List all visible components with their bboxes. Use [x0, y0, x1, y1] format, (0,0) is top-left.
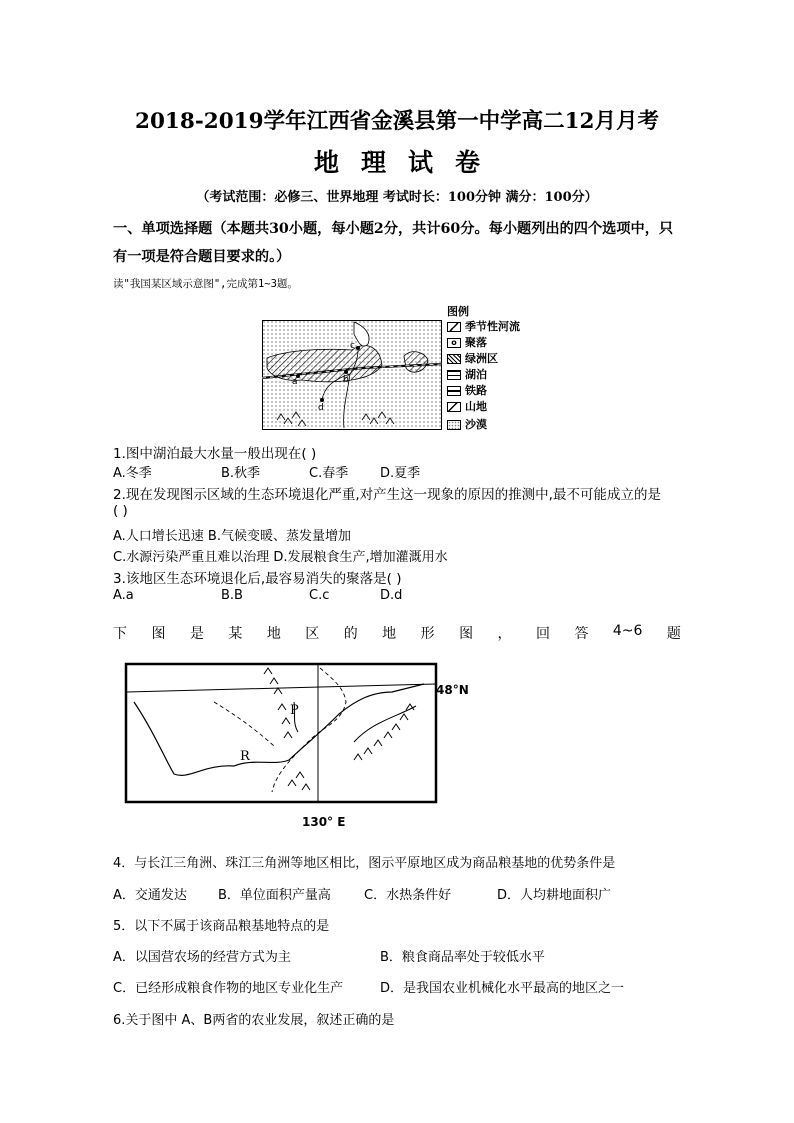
exam-subject: 地理试卷	[313, 148, 502, 177]
desert-icon	[447, 420, 461, 430]
legend-settlement: o 聚落	[447, 334, 487, 350]
map2-label-r: R	[240, 749, 250, 764]
read-instruction: 读"我国某区域示意图",完成第1~3题。	[113, 278, 298, 290]
legend-railway: 铁路	[447, 382, 487, 398]
exam-scope: （考试范围：必修三、世界地理 考试时长：100分钟 满分：100分）	[196, 190, 598, 205]
q4-option-b: B．单位面积产量高	[218, 888, 331, 903]
q2-options-line2: C.水源污染严重且难以治理 D.发展粮食生产,增加灌溉用水	[113, 550, 448, 565]
question-2-stem: 2.现在发现图示区域的生态环境退化严重,对产生这一现象的原因的推测中,最不可能成立的是	[113, 487, 661, 503]
seasonal-river-icon	[447, 322, 461, 332]
question-4-stem: 4．与长江三角洲、珠江三角洲等地区相比，图示平原地区成为商品粮基地的优势条件是	[113, 856, 616, 871]
q5-option-c: C．已经形成粮食作物的地区专业化生产	[113, 981, 344, 996]
q4-option-d: D．人均耕地面积广	[497, 888, 612, 903]
question-3-stem: 3.该地区生态环境退化后,最容易消失的聚落是( )	[113, 571, 402, 587]
q3-option-a: A.a	[113, 588, 134, 603]
map-label-d: d	[318, 403, 324, 413]
settlement-icon: o	[447, 338, 461, 348]
map-label-c: c	[350, 341, 355, 351]
q1-option-c: C.春季	[309, 466, 349, 481]
q3-option-d: D.d	[380, 588, 403, 603]
map-label-a: a	[292, 377, 298, 387]
question-2-bracket: ( )	[113, 503, 128, 519]
q1-option-b: B.秋季	[221, 466, 261, 481]
legend-desert: 沙漠	[447, 416, 487, 432]
legend-oasis: 绿洲区	[447, 350, 498, 366]
railway-icon	[447, 386, 461, 396]
legend-seasonal-river: 季节性河流	[447, 318, 520, 334]
section-heading-line2: 有一项是符合题目要求的。）	[113, 249, 291, 265]
region-map	[262, 320, 442, 430]
question-6-stem: 6.关于图中 A、B两省的农业发展，叙述正确的是	[113, 1013, 395, 1028]
question-1-stem: 1.图中湖泊最大水量一般出现在( )	[113, 446, 317, 462]
q2-options-line1: A.人口增长迅速 B.气候变暖、蒸发量增加	[113, 529, 351, 544]
q5-option-a: A．以国营农场的经营方式为主	[113, 950, 291, 965]
section2-intro: 下 图 是 某 地 区 的 地 形 图 ， 回 答 4~6 题	[113, 623, 681, 642]
legend-lake: 湖泊	[447, 366, 487, 382]
q1-option-a: A.冬季	[113, 466, 152, 481]
terrain-map	[124, 662, 474, 804]
question-5-stem: 5．以下不属于该商品粮基地特点的是	[113, 919, 330, 934]
oasis-icon	[447, 354, 461, 364]
q4-option-c: C．水热条件好	[364, 888, 452, 903]
q5-option-b: B．粮食商品率处于较低水平	[380, 950, 545, 965]
legend-title: 图例	[447, 305, 469, 318]
longitude-label: 130° E	[302, 815, 346, 829]
exam-title: 2018-2019学年江西省金溪县第一中学高二12月月考	[134, 109, 660, 134]
q3-option-c: C.c	[309, 588, 330, 603]
q1-option-d: D.夏季	[380, 466, 421, 481]
lake-icon	[447, 370, 461, 380]
legend-mountain: 山地	[447, 398, 487, 414]
section-heading-line1: 一、单项选择题（本题共30小题，每小题2分，共计60分。每小题列出的四个选项中，只	[113, 221, 674, 237]
q5-option-d: D．是我国农业机械化水平最高的地区之一	[380, 981, 625, 996]
mountain-icon	[447, 402, 461, 412]
map-label-b: b	[343, 375, 349, 385]
q4-option-a: A．交通发达	[113, 888, 187, 903]
map2-label-p: P	[290, 703, 299, 718]
q3-option-b: B.B	[221, 588, 243, 603]
latitude-label: 48°N	[436, 683, 469, 697]
